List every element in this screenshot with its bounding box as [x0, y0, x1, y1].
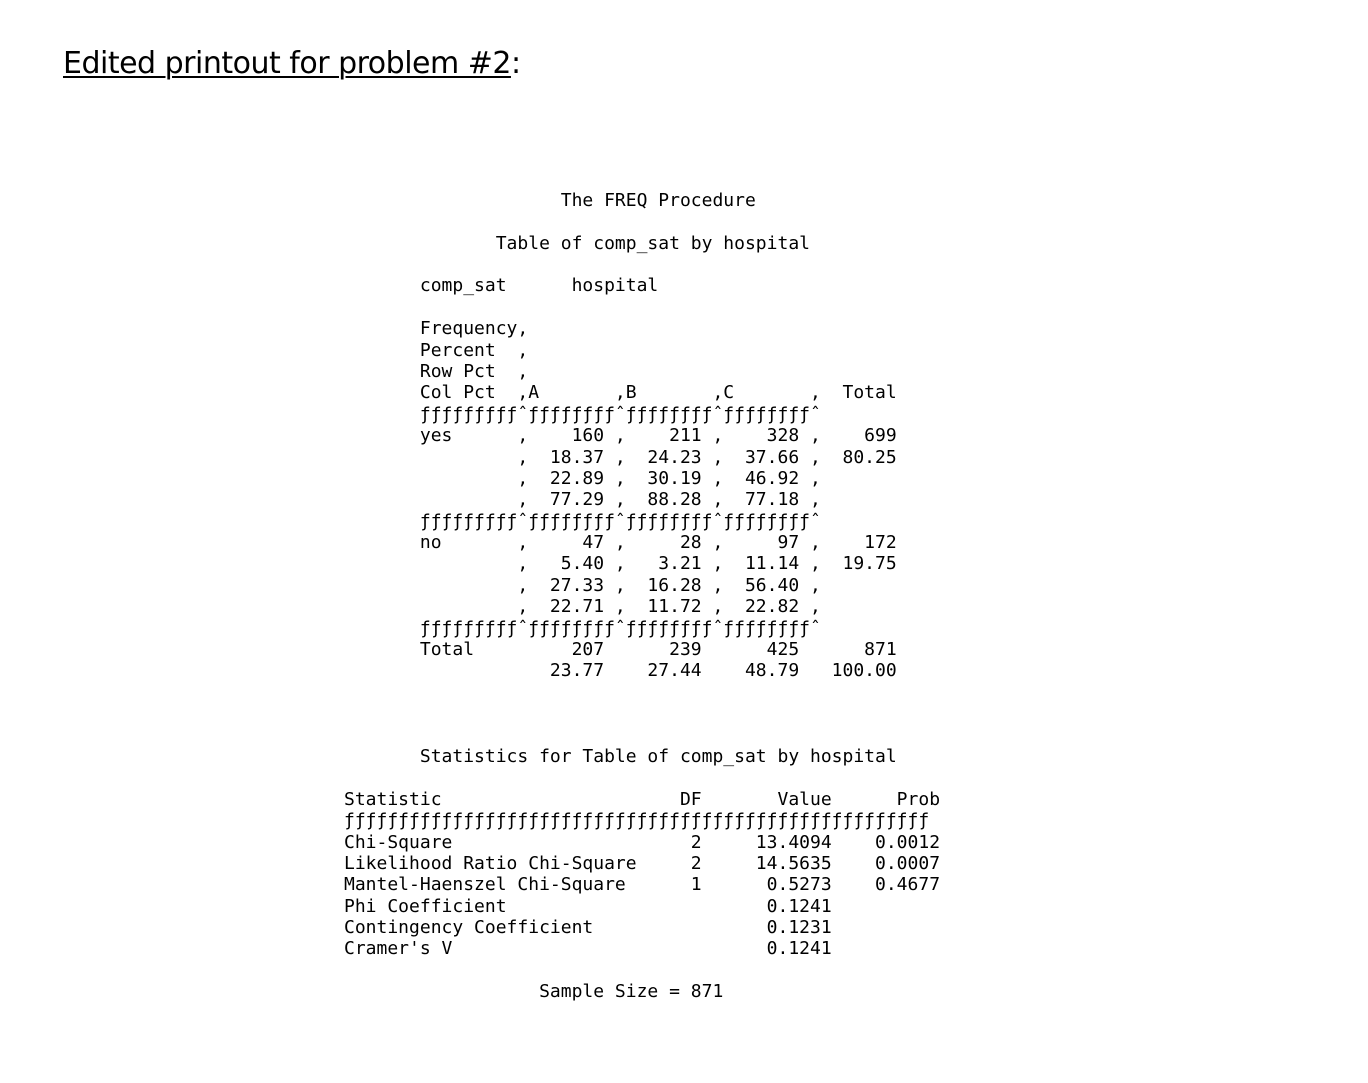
- printout-line-yes-percent: , 18.37 , 24.23 , 37.66 , 80.25: [344, 446, 897, 468]
- printout-line-variable-names: comp_sat hospital: [344, 275, 659, 297]
- printout-line-total-percent: 23.77 27.44 48.79 100.00: [344, 660, 897, 682]
- printout-line-total-frequency: Total 207 239 425 871: [344, 639, 897, 661]
- printout-line-sample-size: Sample Size = 871: [344, 981, 724, 1003]
- printout-line-contingency-coefficient: Contingency Coefficient 0.1231: [344, 917, 832, 939]
- printout-line-no-percent: , 5.40 , 3.21 , 11.14 , 19.75: [344, 553, 897, 575]
- printout-line-legend-row-pct: Row Pct ,: [344, 360, 529, 382]
- printout-line-blank: [344, 211, 940, 232]
- printout-line-column-header: Col Pct ,A ,B ,C , Total: [344, 382, 897, 404]
- page-heading: [63, 44, 521, 84]
- printout-line-chi-square: Chi-Square 2 13.4094 0.0012: [344, 831, 941, 853]
- printout-line-likelihood-ratio: Likelihood Ratio Chi-Square 2 14.5635 0.0007: [344, 852, 941, 874]
- printout-line-blank: [344, 297, 940, 318]
- printout-line-legend-percent: Percent ,: [344, 339, 529, 361]
- printout-line-blank: [344, 254, 940, 275]
- printout-line-mantel-haenszel: Mantel-Haenszel Chi-Square 1 0.5273 0.4677: [344, 874, 941, 896]
- printout-line-rule: ƒƒƒƒƒƒƒƒƒƒƒƒƒƒƒƒƒƒƒƒƒƒƒƒƒƒƒƒƒƒƒƒƒƒƒƒƒƒƒƒƒƒƒƒƒƒƒƒƒƒƒƒƒƒ: [344, 810, 930, 832]
- printout-line-yes-col-pct: , 77.29 , 88.28 , 77.18 ,: [344, 489, 821, 511]
- printout-line-no-row-pct: , 27.33 , 16.28 , 56.40 ,: [344, 574, 821, 596]
- printout-line-statistics-header: Statistic DF Value Prob: [344, 788, 941, 810]
- printout-line-no-col-pct: , 22.71 , 11.72 , 22.82 ,: [344, 596, 821, 618]
- printout-line-rule: ƒƒƒƒƒƒƒƒƒˆƒƒƒƒƒƒƒƒˆƒƒƒƒƒƒƒƒˆƒƒƒƒƒƒƒƒˆ: [344, 403, 821, 425]
- printout-line-rule: ƒƒƒƒƒƒƒƒƒˆƒƒƒƒƒƒƒƒˆƒƒƒƒƒƒƒƒˆƒƒƒƒƒƒƒƒˆ: [344, 617, 821, 639]
- printout-line-legend-frequency: Frequency,: [344, 318, 529, 340]
- printout-line-cramers-v: Cramer's V 0.1241: [344, 938, 832, 960]
- heading-underlined-text: Edited printout for problem #2: [63, 46, 511, 81]
- printout-line-blank: [344, 960, 940, 981]
- printout-line-table-title: Table of comp_sat by hospital: [344, 232, 810, 254]
- printout-line-no-frequency: no , 47 , 28 , 97 , 172: [344, 532, 897, 554]
- printout-line-procedure-title: The FREQ Procedure: [344, 189, 756, 211]
- printout-line-blank: [344, 682, 940, 703]
- printout-line-yes-frequency: yes , 160 , 211 , 328 , 699: [344, 425, 897, 447]
- printout-line-rule: ƒƒƒƒƒƒƒƒƒˆƒƒƒƒƒƒƒƒˆƒƒƒƒƒƒƒƒˆƒƒƒƒƒƒƒƒˆ: [344, 510, 821, 532]
- printout-line-yes-row-pct: , 22.89 , 30.19 , 46.92 ,: [344, 467, 821, 489]
- printout-line-blank: [344, 725, 940, 746]
- printout-line-blank: [344, 767, 940, 788]
- sas-freq-printout: [344, 147, 940, 1024]
- printout-line-phi-coefficient: Phi Coefficient 0.1241: [344, 895, 832, 917]
- heading-colon: :: [510, 46, 521, 81]
- printout-line-statistics-title: Statistics for Table of comp_sat by hospital: [344, 745, 897, 767]
- printout-line-blank: [344, 703, 940, 724]
